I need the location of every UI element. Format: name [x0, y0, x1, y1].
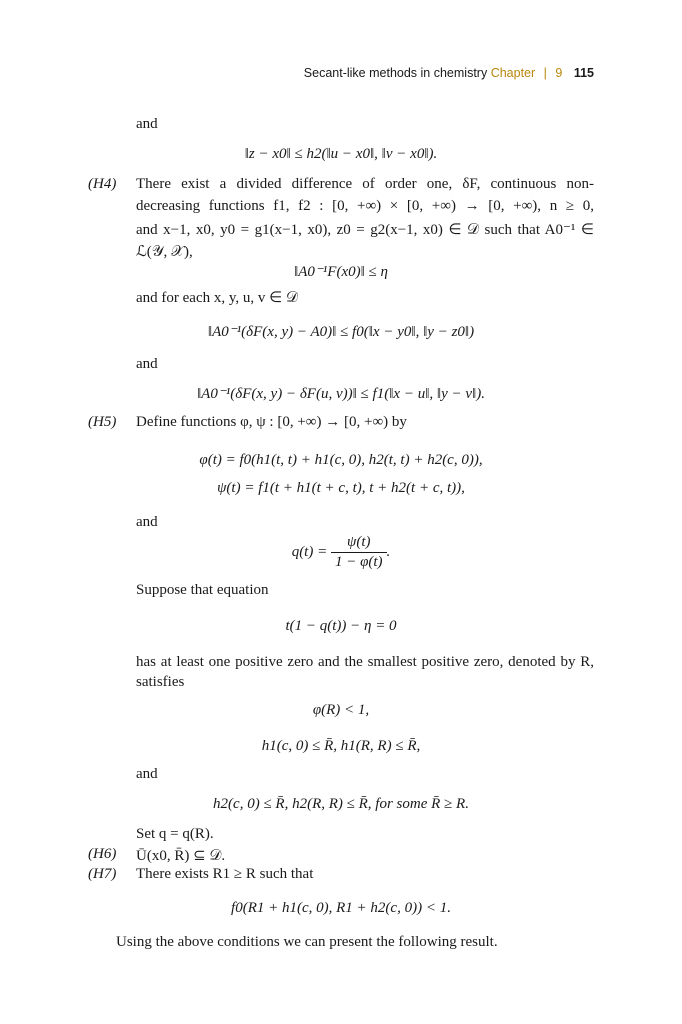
chapter-label: Chapter	[490, 66, 536, 80]
text-and-3: and	[136, 514, 158, 530]
h4-line-2: decreasing functions f1, f2 : [0, +∞) × [0, +∞) → [0, +∞), n ≥ 0,	[136, 198, 594, 214]
text-set-q: Set q = q(R).	[136, 826, 214, 842]
header-separator: |	[543, 66, 547, 80]
equation-q-denominator: 1 − φ(t)	[334, 554, 383, 570]
equation-f0-bound: ‖A0⁻¹(δF(x, y) − A0)‖ ≤ f0(‖x − y0‖, ‖y − z0‖)	[207, 324, 475, 340]
equation-phi-r: φ(R) < 1,	[312, 702, 370, 718]
running-header	[304, 66, 594, 80]
h7-text: There exists R1 ≥ R such that	[136, 866, 314, 882]
equation-h2: h2(c, 0) ≤ R̄, h2(R, R) ≤ R̄, for some R̄ ≥ R.	[213, 796, 469, 812]
has-zero-line-1: has at least one positive zero and the smallest positive zero, denoted by R,	[136, 654, 594, 670]
h6-text: Ū(x0, R̄) ⊆ 𝒟.	[136, 848, 226, 864]
chapter-number: 9	[555, 66, 563, 80]
equation-zero: t(1 − q(t)) − η = 0	[285, 618, 397, 634]
has-zero-line-2: satisfies	[136, 674, 185, 690]
equation-q	[0, 534, 682, 571]
text-and-1: and	[136, 116, 158, 132]
equation-r1: f0(R1 + h1(c, 0), R1 + h2(c, 0)) < 1.	[231, 900, 451, 916]
closing-sentence: Using the above conditions we can present the following result.	[116, 934, 498, 950]
hypothesis-h5-tag: (H5)	[88, 414, 117, 430]
equation-q-numerator: ψ(t)	[331, 534, 387, 553]
hypothesis-h4-tag: (H4)	[88, 176, 117, 192]
hypothesis-h7-tag: (H7)	[88, 866, 117, 882]
equation-q-period: .	[386, 543, 391, 560]
h5-line-1: Define functions φ, ψ : [0, +∞) → [0, +∞) by	[136, 414, 407, 430]
text-and-2: and	[136, 356, 158, 372]
running-title: Secant-like methods in chemistry	[303, 66, 488, 80]
equation-z-bound: ‖z − x0‖ ≤ h2(‖u − x0‖, ‖v − x0‖).	[244, 146, 438, 162]
equation-phi: φ(t) = f0(h1(t, t) + h1(c, 0), h2(t, t) + h2(c, 0)),	[199, 452, 483, 468]
equation-h1: h1(c, 0) ≤ R̄, h1(R, R) ≤ R̄,	[261, 738, 421, 754]
equation-f1-bound: ‖A0⁻¹(δF(x, y) − δF(u, v))‖ ≤ f1(‖x − u‖, ‖y − v‖).	[196, 386, 486, 402]
page-number: 115	[573, 66, 594, 80]
hypothesis-h6-tag: (H6)	[88, 846, 117, 862]
equation-a0-f: ‖A0⁻¹F(x0)‖ ≤ η	[294, 264, 388, 280]
text-suppose: Suppose that equation	[136, 582, 269, 598]
h4-line-3: and x−1, x0, y0 = g1(x−1, x0), z0 = g2(x−1, x0) ∈ 𝒟 such that A0⁻¹ ∈	[136, 222, 594, 238]
equation-psi: ψ(t) = f1(t + h1(t + c, t), t + h2(t + c, t)),	[217, 480, 465, 496]
h4-line-1: There exist a divided difference of order one, δF, continuous non-	[136, 176, 594, 192]
text-and-4: and	[136, 766, 158, 782]
equation-q-lhs: q(t) =	[291, 543, 328, 560]
h4-line-4: ℒ(𝒴, 𝒳),	[136, 244, 193, 260]
equation-q-fraction	[331, 534, 387, 571]
text-and-for-each: and for each x, y, u, v ∈ 𝒟	[136, 290, 298, 306]
